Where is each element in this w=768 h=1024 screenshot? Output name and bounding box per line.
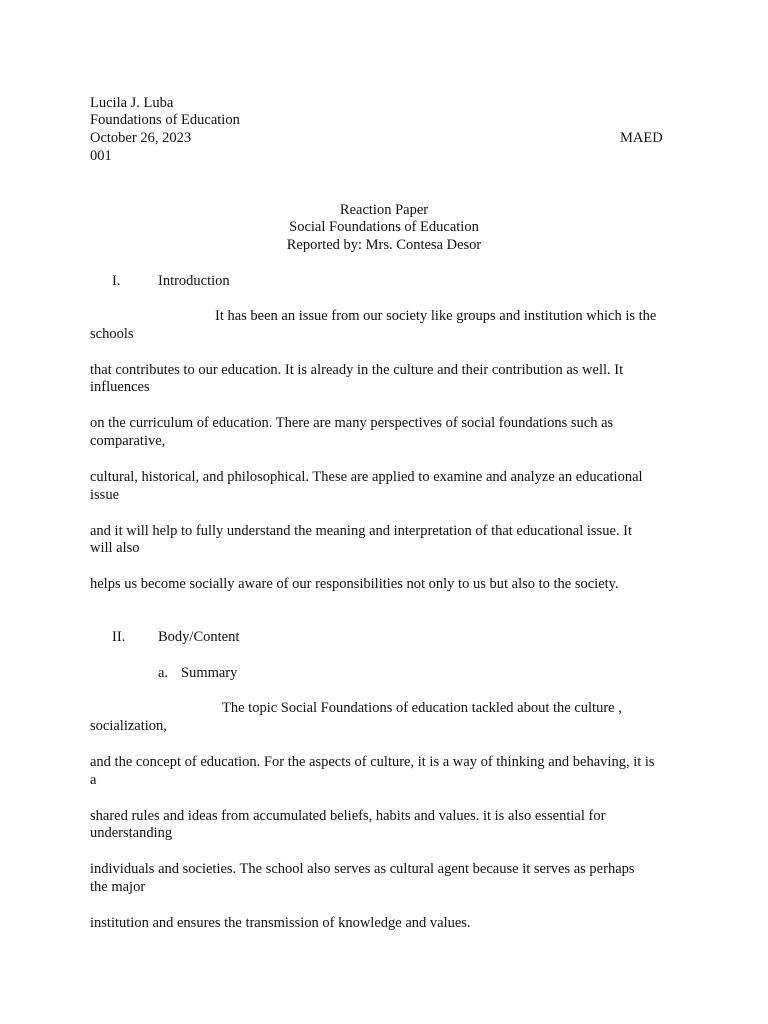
program: MAED <box>620 130 663 146</box>
paragraph-line: issue <box>90 487 119 503</box>
paragraph-line: and it will help to fully understand the meaning and interpretation of that educational issue. It <box>90 523 632 539</box>
paragraph-line: schools <box>90 326 134 342</box>
date: October 26, 2023 <box>90 130 192 146</box>
paragraph-line: will also <box>90 540 140 556</box>
subsection-letter-summary: a. <box>158 665 169 681</box>
paragraph-line: comparative, <box>90 433 166 449</box>
paragraph-line: institution and ensures the transmission of knowledge and values. <box>90 915 471 931</box>
author-name: Lucila J. Luba <box>90 95 174 111</box>
paragraph-line: It has been an issue from our society like groups and institution which is the <box>215 308 657 324</box>
course-name: Foundations of Education <box>90 112 240 128</box>
paragraph-line: The topic Social Foundations of education tackled about the culture , <box>222 700 622 716</box>
paragraph-line: shared rules and ideas from accumulated beliefs, habits and values. it is also essential for <box>90 808 606 824</box>
paragraph-line: the major <box>90 879 146 895</box>
paragraph-line: that contributes to our education. It is already in the culture and their contribution as well. It <box>90 362 624 378</box>
paragraph-line: influences <box>90 379 150 395</box>
paragraph-line: and the concept of education. For the aspects of culture, it is a way of thinking and behaving, it is <box>90 754 655 770</box>
paragraph-line: helps us become socially aware of our responsibilities not only to us but also to the society. <box>90 576 619 592</box>
section-number-body: II. <box>112 629 126 645</box>
paragraph-line: cultural, historical, and philosophical. These are applied to examine and analyze an educational <box>90 469 643 485</box>
subsection-heading-summary: Summary <box>181 665 238 681</box>
section-heading-body: Body/Content <box>158 629 240 645</box>
paragraph-line: a <box>90 772 97 788</box>
paragraph-line: understanding <box>90 825 173 841</box>
paragraph-line: socialization, <box>90 718 167 734</box>
paragraph-line: individuals and societies. The school also serves as cultural agent because it serves as perhaps <box>90 861 635 877</box>
section-heading-introduction: Introduction <box>158 273 230 289</box>
section-number-introduction: I. <box>112 273 121 289</box>
section-code: 001 <box>90 148 112 164</box>
paper-title: Reaction Paper <box>339 202 429 218</box>
paper-subtitle: Social Foundations of Education <box>289 219 479 235</box>
reporter-line: Reported by: Mrs. Contesa Desor <box>286 237 482 253</box>
paragraph-line: on the curriculum of education. There are many perspectives of social foundations such as <box>90 415 614 431</box>
